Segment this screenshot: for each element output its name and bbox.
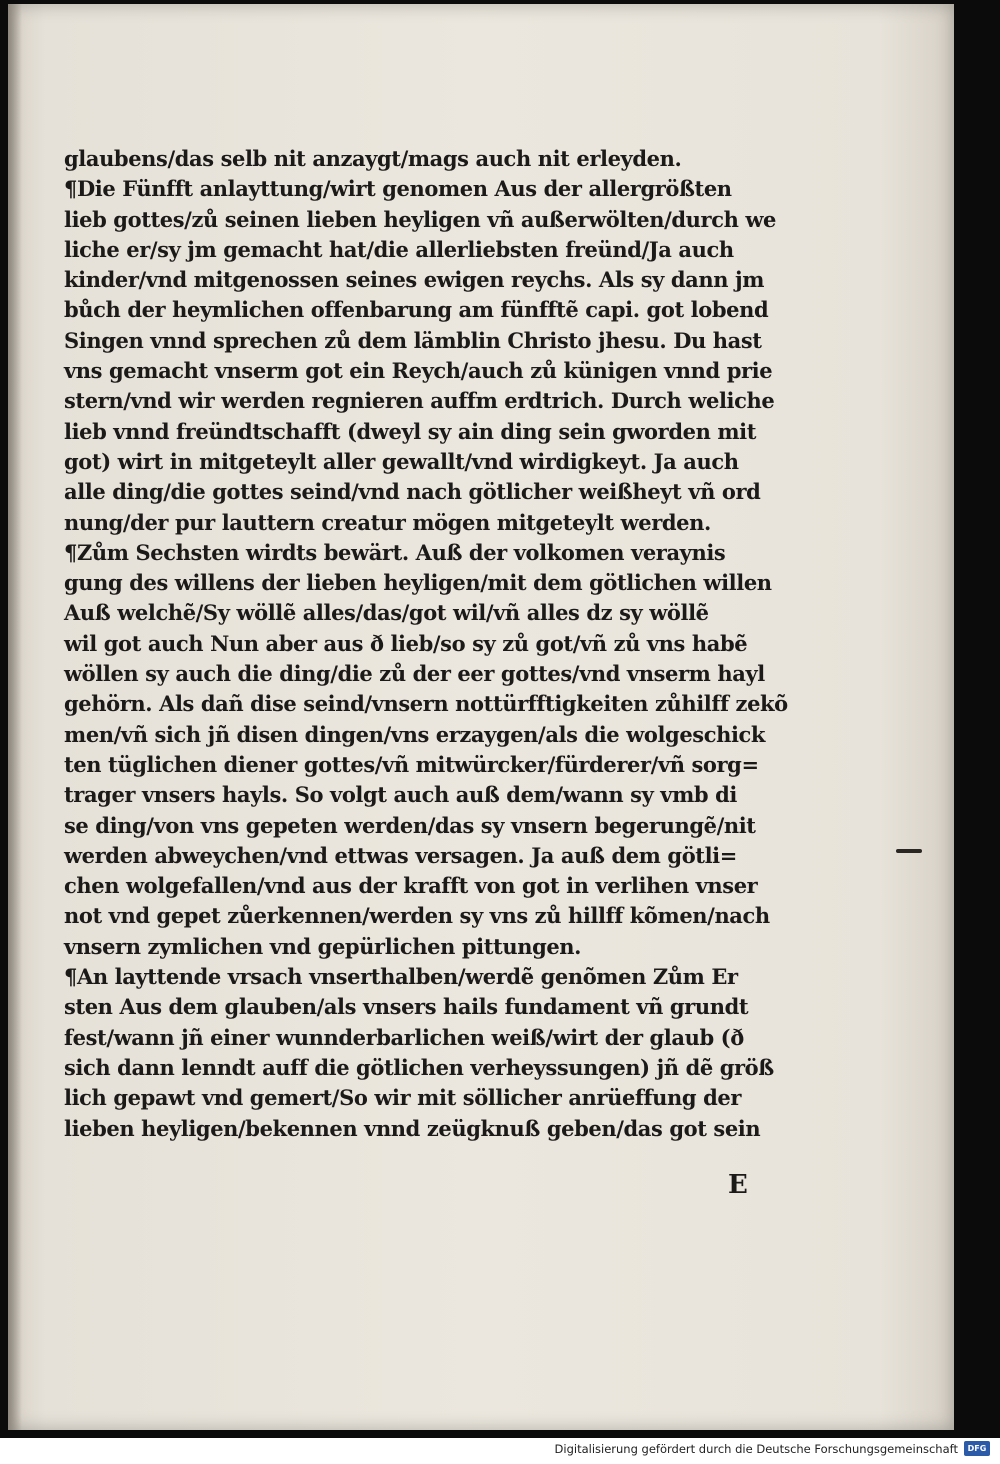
text-line: vns gemacht vnserm got ein Reych/auch zů künigen vnnd prie <box>64 358 773 384</box>
text-line: stern/vnd wir werden regnieren auffm erdtrich. Durch weliche <box>64 388 775 414</box>
text-line: ¶An layttende vrsach vnserthalben/werdẽ genõmen Zům Er <box>64 964 738 990</box>
text-line: alle ding/die gottes seind/vnd nach götlicher weißheyt vñ ord <box>64 479 761 505</box>
text-line: ten tüglichen diener gottes/vñ mitwürcker/fürderer/vñ sorg= <box>64 751 759 777</box>
text-line: gung des willens der lieben heyligen/mit dem götlichen willen <box>64 570 772 596</box>
text-line: ¶Zům Sechsten wirdts bewärt. Auß der volkomen veraynis <box>64 539 726 565</box>
text-line: Auß welchẽ/Sy wöllẽ alles/das/got wil/vñ alles dz sy wöllẽ <box>64 600 709 626</box>
text-line: glaubens/das selb nit anzaygt/mags auch nit erleyden. <box>64 146 682 171</box>
text-line: werden abweychen/vnd ettwas versagen. Ja auß dem götli= <box>64 842 737 868</box>
text-block <box>64 144 804 1144</box>
text-line: kinder/vnd mitgenossen seines ewigen reychs. Als sy dann jm <box>64 267 765 293</box>
text-line: wöllen sy auch die ding/die zů der eer gottes/vnd vnserm hayl <box>64 661 765 687</box>
funding-credit: Digitalisierung gefördert durch die Deutsche Forschungsgemeinschaft <box>554 1442 958 1456</box>
text-line: se ding/von vns gepeten werden/das sy vnsern begerungẽ/nit <box>64 812 756 838</box>
text-line: liche er/sy jm gemacht hat/die allerliebsten freünd/Ja auch <box>64 236 734 262</box>
text-line: vnsern zymlichen vnd gepürlichen pittungen. <box>64 933 582 959</box>
text-line: wil got auch Nun aber aus ð lieb/so sy zů got/vñ zů vns habẽ <box>64 630 748 656</box>
text-line: lieben heyligen/bekennen vnnd zeügknuß geben/das got sein <box>64 1115 761 1141</box>
text-line: lich gepawt vnd gemert/So wir mit söllicher anrüeffung der <box>64 1085 742 1111</box>
text-line: men/vñ sich jñ disen dingen/vns erzaygen/als die wolgeschick <box>64 721 766 747</box>
text-line: lieb vnnd freündtschafft (dweyl sy ain ding sein gworden mit <box>64 418 757 444</box>
text-line: chen wolgefallen/vnd aus der krafft von got in verlihen vnser <box>64 873 758 899</box>
text-line: bůch der heymlichen offenbarung am fünfftẽ capi. got lobend <box>64 297 769 323</box>
dfg-logo-icon[interactable]: DFG <box>964 1441 990 1456</box>
text-line: nung/der pur lauttern creatur mögen mitgeteylt werden. <box>64 509 711 535</box>
text-line: gehörn. Als dañ dise seind/vnsern nottürfftigkeiten zůhilff zekõ <box>64 691 788 717</box>
text-line: sich dann lenndt auff die götlichen verheyssungen) jñ dẽ größ <box>64 1054 774 1080</box>
text-line: fest/wann jñ einer wunnderbarlichen weiß/wirt der glaub (ð <box>64 1024 744 1050</box>
margin-mark <box>896 849 922 853</box>
text-line: ¶Die Fünfft anlayttung/wirt genomen Aus der allergrößten <box>64 176 732 202</box>
catchword: E <box>728 1170 748 1200</box>
text-line: got) wirt in mitgeteylt aller gewallt/vnd wirdigkeyt. Ja auch <box>64 448 739 474</box>
text-line: lieb gottes/zů seinen lieben heyligen vñ außerwölten/durch we <box>64 206 776 232</box>
page-gutter-shadow <box>8 4 22 1430</box>
book-page <box>8 4 954 1430</box>
text-line: trager vnsers hayls. So volgt auch auß dem/wann sy vmb di <box>64 782 737 808</box>
text-line: Singen vnnd sprechen zů dem lämblin Christo jhesu. Du hast <box>64 327 762 353</box>
text-line: sten Aus dem glauben/als vnsers hails fundament vñ grundt <box>64 994 749 1020</box>
text-line: not vnd gepet zůerkennen/werden sy vns zů hillff kõmen/nach <box>64 903 770 929</box>
